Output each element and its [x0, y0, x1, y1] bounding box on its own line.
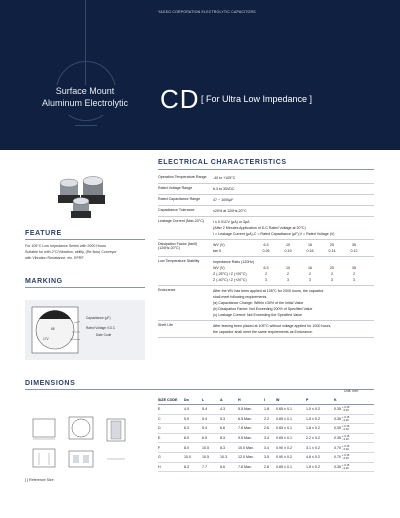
spec-row [158, 184, 374, 195]
dims-cell [306, 462, 334, 472]
dims-header: P [306, 396, 334, 405]
tolerance: + 0.15 - 0.20 [342, 425, 350, 432]
spec-row-dissipation [158, 240, 374, 257]
spec-label: Rated Voltage Range [158, 186, 193, 190]
dims-value: 1.8 ± 0.2 [306, 464, 320, 469]
marking-diagram [25, 300, 145, 360]
cell: 3 [331, 278, 333, 282]
dimensions-rule [25, 389, 374, 390]
dims-value: 12.0 Max. [238, 455, 254, 460]
dims-value: C [158, 416, 161, 421]
endurance-line: After the WV has been applied at 105°C for 2000 hours, the capacitor [213, 289, 324, 293]
dims-value: 0.65 ± 0.1 [276, 426, 292, 431]
dims-value: 3.4 [264, 436, 269, 441]
marking-capacitance-label: Capacitance (µF) [86, 316, 111, 320]
tolerance: + 0.15 - 0.20 [342, 444, 350, 451]
spec-value: -40 to +105°C [213, 176, 236, 180]
dims-value: 8.3 [220, 445, 225, 450]
cell: 3 [265, 278, 267, 282]
marking-sample-voltage: 17V [43, 337, 49, 341]
electrical-rule [158, 169, 374, 170]
dims-header: I [264, 396, 276, 405]
dims-value: 0.35 [334, 407, 341, 412]
spec-label: Capacitance Tolerance [158, 208, 195, 212]
cell: 2 [353, 272, 355, 276]
dims-value: 3.5 [264, 455, 269, 460]
dims-cell [276, 405, 306, 415]
cell: 2 [309, 272, 311, 276]
spec-value: I ≤ 0.01CV (µA) or 3µA [213, 220, 250, 224]
cell: 2 [331, 272, 333, 276]
tolerance: + 0.15 - 0.20 [342, 415, 350, 422]
dims-header: L [202, 396, 220, 405]
marking-voltage-label: Rated Voltage V.D.C [86, 326, 116, 330]
dims-cell [220, 452, 238, 462]
marking-date-label: Date Code [96, 333, 112, 337]
dims-cell [238, 433, 264, 443]
capacitor-photo [55, 175, 110, 220]
dims-value: 0.65 ± 0.1 [276, 407, 292, 412]
feature-line-3: with Vibration Resistance, etc. EPRF [25, 256, 84, 260]
dims-value: 2.2 ± 0.2 [306, 436, 320, 441]
dims-cell [334, 433, 374, 443]
cell: 0.12 [350, 249, 358, 253]
cell: 6.3 [263, 266, 269, 270]
dims-row [158, 452, 374, 462]
cell: 35 [352, 243, 356, 247]
dims-cell [202, 452, 220, 462]
spec-value: 6.3 to 35VDC [213, 187, 235, 191]
dims-value: 0.70 [334, 455, 341, 460]
cell: 25 [330, 266, 334, 270]
dims-cell [306, 443, 334, 453]
dims-cell [334, 443, 374, 453]
cell: 10 [286, 243, 290, 247]
dims-cell [220, 414, 238, 424]
dims-value: 6.3 [184, 426, 189, 431]
dims-value: 5.4 [202, 407, 207, 412]
dims-value: 0.70 [334, 445, 341, 450]
dims-value: 0.90 ± 0.2 [276, 455, 292, 460]
dims-cell [306, 414, 334, 424]
decor-tick [75, 125, 97, 126]
dims-value: 6.3 [184, 464, 189, 469]
subtitle-line-1: Surface Mount [55, 86, 115, 96]
dims-value: 1.8 [264, 407, 269, 412]
dims-value: 7.7 [202, 464, 207, 469]
lowtemp-row-2 [213, 277, 374, 283]
dims-cell [334, 414, 374, 424]
product-subtitle [25, 85, 145, 109]
dims-cell [306, 424, 334, 434]
dims-value: 0.35 [334, 426, 341, 431]
dims-cell [184, 462, 202, 472]
dims-value: 7.8 Max. [238, 464, 252, 469]
spec-label: Rated Capacitance Range [158, 197, 201, 201]
dims-value: 2.6 [264, 426, 269, 431]
cell: Z (-25°C) / Z (+20°C) [213, 272, 247, 276]
dims-value: 1.8 ± 0.2 [306, 426, 320, 431]
dims-cell [158, 424, 184, 434]
marking-rule [25, 287, 145, 288]
dims-value: 0.90 ± 0.2 [276, 445, 292, 450]
dims-cell [202, 424, 220, 434]
dims-cell [334, 452, 374, 462]
dims-cell [276, 433, 306, 443]
cell: 0.19 [284, 249, 292, 253]
dims-cell [238, 424, 264, 434]
dims-value: 0.65 ± 0.1 [276, 464, 292, 469]
tolerance: + 0.15 - 0.20 [342, 435, 350, 442]
tolerance: + 0.15 - 0.20 [342, 454, 350, 461]
dissipation-values [213, 248, 374, 254]
dims-value: 4.6 ± 0.2 [306, 455, 320, 460]
dims-cell [306, 433, 334, 443]
dims-cell [238, 414, 264, 424]
dims-value: 5.0 [184, 416, 189, 421]
cell: tan δ [213, 249, 221, 253]
marking-capacitor-top-icon [30, 305, 80, 355]
dims-cell [238, 452, 264, 462]
endurance-line: (c) Leakage Current: Not Exceeding the Specified Value [213, 313, 303, 317]
dims-value: 0.65 ± 0.1 [276, 436, 292, 441]
dims-value: D [158, 426, 161, 431]
dims-cell [158, 462, 184, 472]
cell: WV (V) [213, 243, 225, 247]
spec-label [158, 240, 213, 256]
dims-value: 6.5 [202, 436, 207, 441]
dims-cell [220, 462, 238, 472]
dims-value: 8.0 [184, 445, 189, 450]
spec-value: ±20% at 120Hz,20°C [213, 209, 247, 213]
feature-line-1: For 105°C Low Impedance Series with 2000 Hours [25, 244, 106, 248]
spec-row [158, 206, 374, 217]
dims-cell [238, 443, 264, 453]
dimension-drawing [25, 415, 145, 475]
dims-row [158, 405, 374, 415]
dims-cell [184, 414, 202, 424]
endurance-line: (a) Capacitance Change: Within ±30% of the Initial Value [213, 301, 304, 305]
dims-header: Do [184, 396, 202, 405]
spec-label: Leakage Current (Max.20°C) [158, 219, 204, 223]
dims-row [158, 443, 374, 453]
dims-cell [158, 452, 184, 462]
cell: 16 [308, 243, 312, 247]
dims-value: E [158, 436, 161, 441]
cell: 25 [330, 243, 334, 247]
feature-text [25, 243, 145, 261]
dims-value: 1.5 ± 0.2 [306, 416, 320, 421]
spec-label: Low Temperature Stability [158, 259, 200, 263]
dims-value: 5.5 Max. [238, 407, 252, 412]
dims-cell [264, 414, 276, 424]
shelf-line: After leaving been placed at 105°C without voltage applied for 1000 hours, [213, 324, 332, 328]
tolerance: + 0.15 - 0.20 [342, 406, 350, 413]
dims-cell [334, 405, 374, 415]
endurance-line: shall meet following requirements. [213, 295, 268, 299]
dims-value: 7.8 Max. [238, 426, 252, 431]
dims-header-row [158, 396, 374, 405]
dims-cell [184, 405, 202, 415]
tolerance: + 0.15 - 0.20 [342, 463, 350, 470]
cell: 0.14 [328, 249, 336, 253]
dimensions-title: DIMENSIONS [25, 380, 76, 387]
spec-value: I = Leakage Current (µA),C = Rated Capacitance (µF),V = Rated Voltage (V) [213, 232, 335, 236]
dims-cell [202, 414, 220, 424]
dims-value: F [158, 445, 161, 450]
dims-cell [334, 424, 374, 434]
dims-cell [184, 452, 202, 462]
dims-value: 6.5 Max. [238, 416, 252, 421]
cell: 0.16 [306, 249, 314, 253]
dims-cell [276, 424, 306, 434]
dims-value: 1.0 ± 0.2 [306, 407, 320, 412]
dims-header: W [276, 396, 306, 405]
cell: 0.26 [262, 249, 270, 253]
spec-row-shelf [158, 321, 374, 338]
dims-value: 9.5 Max. [238, 436, 252, 441]
dissipation-label-1: Dissipation Factor (tanδ) [158, 242, 198, 246]
dims-value: 8.3 [220, 436, 225, 441]
dims-cell [238, 462, 264, 472]
dims-cell [264, 462, 276, 472]
spec-row-endurance [158, 286, 374, 321]
unit-label: Unit: mm [344, 389, 359, 393]
dims-value: 4.3 [220, 407, 225, 412]
dims-header: H [238, 396, 264, 405]
cell: 3 [309, 278, 311, 282]
cell: Z (-40°C) / Z (+20°C) [213, 278, 247, 282]
dims-value: 2.6 [264, 464, 269, 469]
dims-header: K [334, 396, 374, 405]
dims-cell [264, 452, 276, 462]
shelf-line: the capacitor shall meet the same requirements as Endurance. [213, 330, 313, 334]
dims-header: A [220, 396, 238, 405]
dims-cell [202, 443, 220, 453]
dims-value: H [158, 464, 161, 469]
dims-header: SIZE CODE [158, 396, 184, 405]
dims-cell [158, 414, 184, 424]
spec-value: 47 ~ 1000µF [213, 198, 234, 202]
cell: WV (V) [213, 266, 225, 270]
electrical-title: ELECTRICAL CHARACTERISTICS [158, 159, 287, 166]
cell: 2 [287, 272, 289, 276]
dims-value: 0.35 [334, 436, 341, 441]
cell: 3 [353, 278, 355, 282]
dims-value: 10.3 [220, 455, 227, 460]
dims-value: 3.1 ± 0.2 [306, 445, 320, 450]
dims-value: 5.4 [202, 416, 207, 421]
dims-value: 10.5 [202, 445, 209, 450]
dims-cell [202, 405, 220, 415]
dims-cell [264, 443, 276, 453]
cell: 6.3 [263, 243, 269, 247]
dims-cell [220, 433, 238, 443]
lowtemp-title: Impedance Ratio (120Hz) [213, 260, 254, 264]
dims-cell [158, 433, 184, 443]
electrical-spec-table [158, 173, 374, 338]
dims-row [158, 433, 374, 443]
company-name: YAGEO CORPORATION ELECTROLYTIC CAPACITORS [158, 10, 256, 14]
spec-row-lowtemp [158, 257, 374, 286]
dims-cell [264, 433, 276, 443]
dims-value: 6.6 [220, 464, 225, 469]
dims-cell [306, 452, 334, 462]
dims-row [158, 462, 374, 472]
spec-label: Endurance [158, 288, 176, 292]
dims-value: 0.35 [334, 464, 341, 469]
cell: 2 [265, 272, 267, 276]
dims-cell [158, 405, 184, 415]
dims-cell [334, 462, 374, 472]
spec-label: Shelf Life [158, 323, 173, 327]
marking-sample-value: 68 [51, 327, 55, 331]
dims-cell [220, 424, 238, 434]
dims-value: 10.0 [184, 455, 191, 460]
dims-row [158, 414, 374, 424]
feature-rule [25, 239, 145, 240]
dims-value: 4.0 [184, 407, 189, 412]
dims-cell [238, 405, 264, 415]
header-banner [0, 0, 400, 150]
dims-cell [220, 443, 238, 453]
spec-label: Operation Temperature Range [158, 175, 207, 179]
dims-row [158, 424, 374, 434]
reference-note: [ ] Reference Size [25, 478, 54, 482]
dims-cell [202, 433, 220, 443]
dims-cell [264, 424, 276, 434]
dims-cell [264, 405, 276, 415]
dims-value: 5.4 [202, 426, 207, 431]
dims-value: 6.6 [220, 426, 225, 431]
dims-value: E [158, 407, 161, 412]
dims-cell [276, 452, 306, 462]
dimensions-table [158, 396, 374, 472]
dims-value: 2.2 [264, 416, 269, 421]
subtitle-line-2: Aluminum Electrolytic [41, 98, 129, 108]
dims-value: 10.5 [202, 455, 209, 460]
feature-title: FEATURE [25, 230, 62, 237]
cell: 10 [286, 266, 290, 270]
cell: 16 [308, 266, 312, 270]
dims-cell [306, 405, 334, 415]
spec-row [158, 173, 374, 184]
endurance-line: (b) Dissipation Factor: Not Exceeding 200% of Specified Value [213, 307, 313, 311]
dims-value: 5.3 [220, 416, 225, 421]
dims-cell [220, 405, 238, 415]
dims-cell [276, 443, 306, 453]
dims-value: 10.0 Max. [238, 445, 254, 450]
spec-row [158, 217, 374, 240]
spec-value: (After 2 Minutes Application of D.C Rated Voltage at 20°C) [213, 226, 306, 230]
cell: 3 [287, 278, 289, 282]
dims-value: 8.0 [184, 436, 189, 441]
marking-title: MARKING [25, 278, 63, 285]
dims-value: 0.35 [334, 416, 341, 421]
cell: 35 [352, 266, 356, 270]
dissipation-label-2: (120Hz,20°C) [158, 246, 180, 250]
dims-cell [276, 462, 306, 472]
feature-line-2: Suitable for with 2°C/Vibration, ability, (Re-flow) Conveyor [25, 250, 117, 254]
dims-cell [184, 433, 202, 443]
series-description: [ For Ultra Low Impedance ] [201, 94, 313, 104]
dims-cell [184, 424, 202, 434]
dims-cell [276, 414, 306, 424]
dims-value: 0.65 ± 0.1 [276, 416, 292, 421]
spec-row [158, 195, 374, 206]
dims-value: 3.4 [264, 445, 269, 450]
series-name: CD [160, 84, 200, 114]
dims-cell [184, 443, 202, 453]
dims-value: G [158, 455, 161, 460]
dims-cell [158, 443, 184, 453]
dims-cell [202, 462, 220, 472]
